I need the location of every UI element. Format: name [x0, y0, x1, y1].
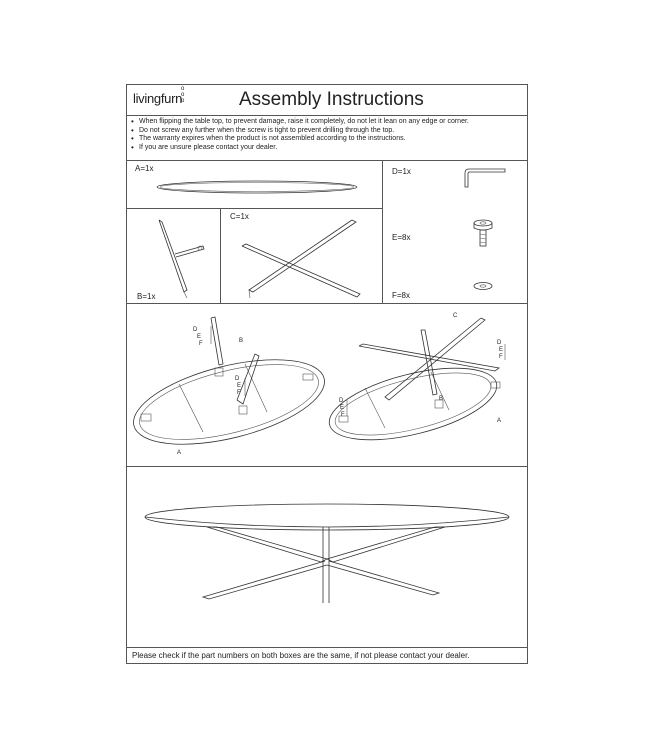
label-f2: F [341, 412, 345, 418]
note-item: • When flipping the table top, to prevent damage, raise it completely, do not let it lean on any edge or corner. [139, 118, 527, 127]
label-b: B [239, 338, 244, 344]
notes-list [127, 116, 527, 152]
part-c-label: C=1x [230, 212, 249, 221]
assembly-step [127, 304, 527, 467]
allen-key-icon [465, 169, 505, 187]
page-title: Assembly Instructions [239, 89, 424, 110]
note-item: • If you are unsure please contact your dealer. [139, 144, 527, 153]
note-item: • The warranty expires when the product is not assembled according to the instructions. [139, 135, 527, 144]
footer-text: Please check if the part numbers on both boxes are the same, if not please contact your dealer. [132, 651, 470, 660]
label-d: D [193, 327, 198, 333]
part-a-label: A=1x [135, 164, 154, 173]
safety-notes [127, 116, 527, 161]
table-top-drawing [127, 161, 382, 208]
label-d: D [497, 340, 502, 346]
label-d2: D [339, 398, 344, 404]
instruction-sheet [126, 84, 528, 664]
leg-b-drawing [127, 208, 220, 304]
part-b-label: B=1x [137, 292, 156, 301]
logo-text: livingfurn [133, 91, 183, 106]
part-e-label: E=8x [392, 233, 411, 242]
note-item: • Do not screw any further when the screw is tight to prevent drilling through the top. [139, 127, 527, 136]
label-b: B [439, 396, 444, 402]
label-f2: F [237, 390, 241, 396]
brand-logo [133, 86, 185, 106]
assembled-table-drawing [127, 467, 529, 648]
step-right-drawing [327, 304, 529, 467]
label-e2: E [340, 405, 345, 411]
part-d-label: D=1x [392, 167, 411, 176]
leg-c-drawing [220, 208, 382, 304]
label-a: A [177, 450, 182, 456]
step-left-drawing [127, 304, 327, 467]
label-e: E [499, 347, 504, 353]
final-assembly [127, 467, 527, 648]
label-a: A [497, 418, 502, 424]
label-f: F [499, 354, 503, 360]
label-e2: E [237, 383, 242, 389]
footer [127, 648, 527, 665]
parts-list [127, 161, 527, 304]
label-c: C [453, 313, 458, 319]
label-f: F [199, 341, 203, 347]
label-e: E [197, 334, 202, 340]
header [127, 85, 527, 116]
part-f-label: F=8x [392, 291, 411, 300]
bolt-icon [474, 220, 492, 246]
logo-dots: o o o [181, 86, 185, 104]
washer-icon [474, 283, 492, 290]
label-d2: D [235, 376, 240, 382]
